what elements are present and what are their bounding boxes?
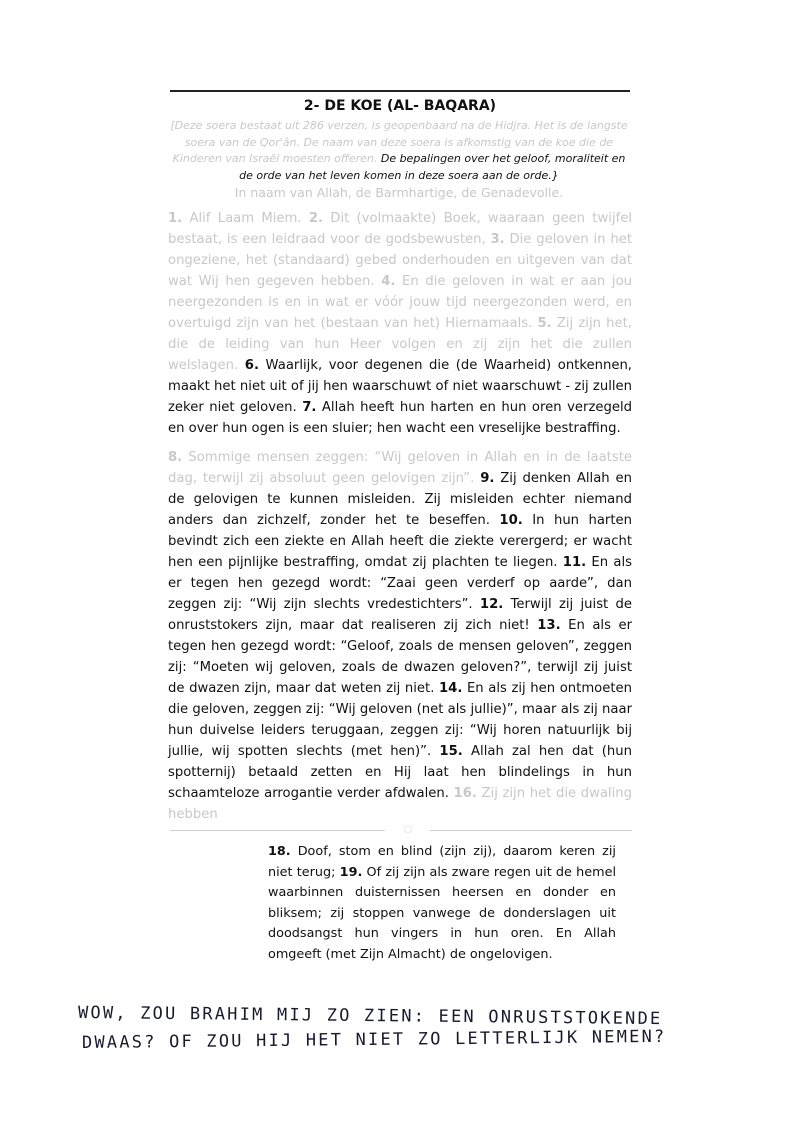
intro-faded-text: [Deze soera bestaat uit 286 verzen, is geopenbaard na de Hidjra. Het is de langste soera van de Qor'ân. De naam van deze soera is afkomstig van de koe die de Kinderen van Israël moesten offeren. <box>170 119 628 166</box>
verse-number: 8. <box>168 450 183 465</box>
verse-paragraph-2 <box>168 447 632 825</box>
separator-mark-icon: ○ <box>403 824 413 835</box>
verse-text: En als er tegen hen gezegd wordt: “Zaai geen verderf op aarde”, dan zeggen zij: “Wij zijn slechts vredestichters”. <box>168 555 632 612</box>
verse-text: Dit (volmaakte) Boek, waaraan geen twijfel bestaat, is een leidraad voor de godsbewusten, <box>168 211 632 247</box>
verse-text: Zij zijn het die dwaling hebben <box>168 786 632 822</box>
verse-text: Allah heeft hun harten en hun oren verzegeld en over hun ogen is een sluier; hen wacht een vreselijke bestraffing. <box>168 400 632 436</box>
verse-body <box>168 208 632 825</box>
verse-number: 6. <box>244 358 259 373</box>
verse-text: Allah zal hen dat (hun spotternij) betaald zetten en Hij laat hen blindelings in hun schaamteloze arrogantie verder afdwalen. <box>168 744 632 801</box>
separator-line-left <box>170 830 385 831</box>
verse-text: Doof, stom en blind (zijn zij), daarom keren zij niet terug; <box>268 844 616 880</box>
verse-number: 12. <box>479 597 504 612</box>
footer-excerpt <box>268 842 616 965</box>
handwritten-line-2: DWAAS? OF ZOU HIJ HET NIET ZO LETTERLIJK NEMEN? <box>81 1026 667 1053</box>
verse-number: 9. <box>480 471 495 486</box>
faded-verses-1-5 <box>168 211 632 373</box>
verse-number: 10. <box>499 513 523 528</box>
verse-text: En die geloven in wat er aan jou neergezonden is en in wat er vóór jouw tijd neergezonden werd, en overtuigd zijn van het (bestaan van het) Hiernamaals. <box>168 274 633 331</box>
verse-number: 15. <box>439 744 463 759</box>
verse-text: En als er tegen hen gezegd wordt: “Geloof, zoals de mensen geloven”, zeggen zij: “Moeten wij geloven, zoals de dwazen geloven?”, terwijl zij juist de dwazen zijn, maar dat weten zij niet. <box>168 618 632 696</box>
page-title: 2- DE KOE (AL- BAQARA) <box>303 98 497 114</box>
verse-number: 18. <box>268 844 291 859</box>
verse-paragraph-1 <box>168 208 632 439</box>
verse-number: 5. <box>537 316 552 331</box>
handwritten-note <box>78 998 758 1058</box>
verse-text: En als zij hen ontmoeten die geloven, zeggen zij: “Wij geloven (net als jullie)”, maar als zij naar hun duivelse leiders teruggaan, zeggen zij: “Wij horen natuurlijk bij jullie, wij spotten slechts (met hen)”. <box>168 681 632 759</box>
footer-paragraph <box>268 842 616 965</box>
verse-number: 13. <box>537 618 561 633</box>
surah-introduction <box>168 118 630 184</box>
intro-highlight-text: De bepalingen over het geloof, moraliteit en de orde van het leven komen in deze soera aan de orde.} <box>239 152 626 182</box>
verse-text: Zij denken Allah en de gelovigen te kunnen misleiden. Zij misleiden echter niemand anders dan zichzelf, zonder het te beseffen. <box>168 471 632 528</box>
verse-number: 4. <box>381 274 396 289</box>
verse-number: 3. <box>490 232 505 247</box>
verse-text: Waarlijk, voor degenen die (de Waarheid) ontkennen, maakt het niet uit of jij hen waarschuwt of niet waarschuwt - zij zullen zeker niet geloven. <box>168 358 633 415</box>
separator-line-right <box>430 830 632 831</box>
verse-number: 19. <box>339 864 363 880</box>
verse-text: Terwijl zij juist de onruststokers zijn, maar dat realiseren zij zich niet! <box>168 597 632 633</box>
verse-number: 1. <box>168 211 183 226</box>
verse-number: 11. <box>562 555 587 570</box>
top-rule <box>170 90 630 92</box>
verse-number: 16. <box>453 786 477 801</box>
verse-text: Of zij zijn als zware regen uit de hemel waarbinnen duisternissen heersen en donder en bliksem; zij stoppen vanwege de donderslagen uit doodsangst hun vingers in hun oren. En Allah omgeeft (met Zijn Almacht) de ongelovigen. <box>268 864 616 962</box>
dark-verses-9-15 <box>168 471 632 801</box>
verse-number: 2. <box>308 211 324 226</box>
verse-number: 7. <box>302 400 317 415</box>
verse-text: Alif Laam Miem. <box>182 211 309 226</box>
verse-text: Sommige mensen zeggen: “Wij geloven in Allah en in de laatste dag, terwijl zij absoluut geen gelovigen zijn”. <box>168 450 632 486</box>
handwritten-line-1: WOW, ZOU BRAHIM MIJ ZO ZIEN: EEN ONRUSTSTOKENDE <box>77 1003 663 1030</box>
verse-number: 14. <box>439 681 463 696</box>
verse-text: Die geloven in het ongeziene, het (standaard) gebed onderhouden en uitgeven van dat wat Wij hen gegeven hebben. <box>168 232 632 289</box>
verse-text: In hun harten bevindt zich een ziekte en Allah heeft die ziekte verergerd; er wacht hen een pijnlijke bestraffing, omdat zij plachten te liegen. <box>168 513 632 570</box>
bismillah: In naam van Allah, de Barmhartige, de Genadevolle. <box>234 185 564 200</box>
verse-text: Zij zijn het, die de leiding van hun Heer volgen en zij zijn het die zullen welslagen. <box>168 316 632 373</box>
